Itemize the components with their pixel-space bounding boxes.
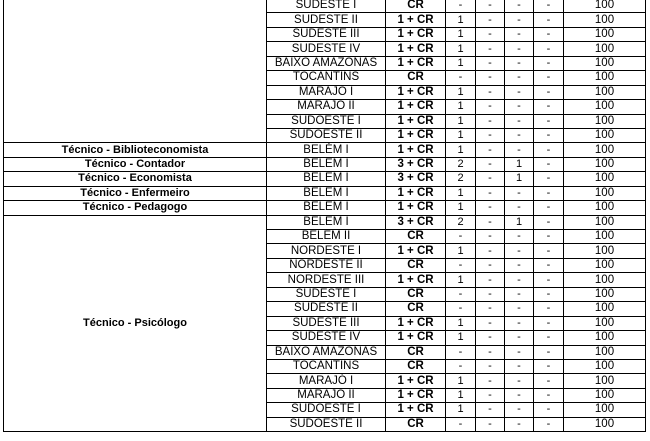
black-quota-cell: - [505, 287, 534, 301]
indigenous-quota-cell: - [534, 287, 564, 301]
vacancies-cell: 1 + CR [386, 316, 446, 330]
reserve-total-cell: 100 [564, 172, 646, 186]
location-cell: BELÉM II [267, 230, 386, 244]
general-quota-cell: 1 [446, 201, 476, 215]
location-cell: BELÉM I [267, 215, 386, 229]
position-name-cell: Técnico - Psicólogo [4, 215, 267, 432]
indigenous-quota-cell: - [534, 374, 564, 388]
vacancies-cell: CR [386, 0, 446, 13]
black-quota-cell: - [505, 56, 534, 70]
general-quota-cell: - [446, 71, 476, 85]
vacancies-cell: 1 + CR [386, 201, 446, 215]
vacancies-cell: 1 + CR [386, 128, 446, 142]
indigenous-quota-cell: - [534, 13, 564, 27]
reserve-total-cell: 100 [564, 114, 646, 128]
reserve-total-cell: 100 [564, 316, 646, 330]
disability-quota-cell: - [476, 287, 505, 301]
indigenous-quota-cell: - [534, 56, 564, 70]
black-quota-cell: - [505, 128, 534, 142]
disability-quota-cell: - [476, 186, 505, 200]
vacancies-cell: CR [386, 71, 446, 85]
black-quota-cell: - [505, 374, 534, 388]
vacancies-cell: 1 + CR [386, 143, 446, 157]
disability-quota-cell: - [476, 27, 505, 41]
disability-quota-cell: - [476, 388, 505, 402]
indigenous-quota-cell: - [534, 215, 564, 229]
location-cell: MARAJÓ II [267, 100, 386, 114]
disability-quota-cell: - [476, 417, 505, 431]
disability-quota-cell: - [476, 143, 505, 157]
disability-quota-cell: - [476, 345, 505, 359]
disability-quota-cell: - [476, 172, 505, 186]
indigenous-quota-cell: - [534, 388, 564, 402]
table-row [4, 201, 646, 215]
position-name-cell: Técnico - Contador [4, 157, 267, 171]
vacancies-cell: 1 + CR [386, 374, 446, 388]
table-row [4, 0, 646, 13]
black-quota-cell: - [505, 258, 534, 272]
indigenous-quota-cell: - [534, 71, 564, 85]
black-quota-cell: - [505, 114, 534, 128]
disability-quota-cell: - [476, 157, 505, 171]
general-quota-cell: 1 [446, 143, 476, 157]
location-cell: SUDOESTE II [267, 417, 386, 431]
disability-quota-cell: - [476, 85, 505, 99]
disability-quota-cell: - [476, 13, 505, 27]
general-quota-cell: 1 [446, 42, 476, 56]
indigenous-quota-cell: - [534, 157, 564, 171]
reserve-total-cell: 100 [564, 388, 646, 402]
reserve-total-cell: 100 [564, 71, 646, 85]
vacancies-cell: 1 + CR [386, 13, 446, 27]
indigenous-quota-cell: - [534, 417, 564, 431]
vacancies-cell: CR [386, 230, 446, 244]
black-quota-cell: - [505, 302, 534, 316]
indigenous-quota-cell: - [534, 100, 564, 114]
black-quota-cell: - [505, 71, 534, 85]
disability-quota-cell: - [476, 100, 505, 114]
vacancies-cell: 1 + CR [386, 100, 446, 114]
indigenous-quota-cell: - [534, 273, 564, 287]
general-quota-cell: - [446, 230, 476, 244]
black-quota-cell: - [505, 27, 534, 41]
general-quota-cell: - [446, 0, 476, 13]
general-quota-cell: 2 [446, 215, 476, 229]
location-cell: SUDOESTE I [267, 403, 386, 417]
black-quota-cell: - [505, 403, 534, 417]
reserve-total-cell: 100 [564, 258, 646, 272]
reserve-total-cell: 100 [564, 27, 646, 41]
indigenous-quota-cell: - [534, 345, 564, 359]
disability-quota-cell: - [476, 374, 505, 388]
general-quota-cell: 2 [446, 172, 476, 186]
location-cell: BELÉM I [267, 143, 386, 157]
disability-quota-cell: - [476, 331, 505, 345]
black-quota-cell: - [505, 143, 534, 157]
reserve-total-cell: 100 [564, 0, 646, 13]
black-quota-cell: 1 [505, 172, 534, 186]
location-cell: NORDESTE II [267, 258, 386, 272]
indigenous-quota-cell: - [534, 316, 564, 330]
disability-quota-cell: - [476, 201, 505, 215]
general-quota-cell: 1 [446, 128, 476, 142]
disability-quota-cell: - [476, 273, 505, 287]
indigenous-quota-cell: - [534, 0, 564, 13]
general-quota-cell: - [446, 258, 476, 272]
indigenous-quota-cell: - [534, 172, 564, 186]
location-cell: MARAJÓ I [267, 374, 386, 388]
table-row [4, 157, 646, 171]
vacancies-cell: 1 + CR [386, 56, 446, 70]
location-cell: SUDESTE III [267, 316, 386, 330]
reserve-total-cell: 100 [564, 13, 646, 27]
disability-quota-cell: - [476, 56, 505, 70]
reserve-total-cell: 100 [564, 128, 646, 142]
position-name-cell: Técnico - Economista [4, 172, 267, 186]
indigenous-quota-cell: - [534, 143, 564, 157]
location-cell: BELÉM I [267, 157, 386, 171]
vacancies-cell: 1 + CR [386, 85, 446, 99]
indigenous-quota-cell: - [534, 85, 564, 99]
table-row [4, 172, 646, 186]
indigenous-quota-cell: - [534, 186, 564, 200]
location-cell: NORDESTE I [267, 244, 386, 258]
indigenous-quota-cell: - [534, 230, 564, 244]
reserve-total-cell: 100 [564, 345, 646, 359]
vacancy-table-body [4, 0, 646, 432]
vacancies-cell: 1 + CR [386, 27, 446, 41]
reserve-total-cell: 100 [564, 100, 646, 114]
location-cell: TOCANTINS [267, 71, 386, 85]
reserve-total-cell: 100 [564, 273, 646, 287]
location-cell: MARAJÓ II [267, 388, 386, 402]
black-quota-cell: - [505, 316, 534, 330]
disability-quota-cell: - [476, 0, 505, 13]
general-quota-cell: - [446, 359, 476, 373]
position-name-cell: Técnico - Enfermeiro [4, 186, 267, 200]
vacancies-cell: CR [386, 287, 446, 301]
vacancies-cell: 3 + CR [386, 215, 446, 229]
disability-quota-cell: - [476, 258, 505, 272]
reserve-total-cell: 100 [564, 42, 646, 56]
reserve-total-cell: 100 [564, 417, 646, 431]
indigenous-quota-cell: - [534, 331, 564, 345]
location-cell: SUDESTE II [267, 302, 386, 316]
table-row [4, 215, 646, 229]
vacancies-cell: 1 + CR [386, 388, 446, 402]
black-quota-cell: - [505, 201, 534, 215]
location-cell: SUDESTE IV [267, 42, 386, 56]
location-cell: BELÉM I [267, 201, 386, 215]
black-quota-cell: - [505, 244, 534, 258]
indigenous-quota-cell: - [534, 201, 564, 215]
general-quota-cell: - [446, 302, 476, 316]
indigenous-quota-cell: - [534, 114, 564, 128]
disability-quota-cell: - [476, 71, 505, 85]
vacancies-cell: 1 + CR [386, 273, 446, 287]
disability-quota-cell: - [476, 316, 505, 330]
indigenous-quota-cell: - [534, 244, 564, 258]
position-name-cell: Técnico - Biblioteconomista [4, 143, 267, 157]
vacancies-cell: CR [386, 302, 446, 316]
general-quota-cell: 1 [446, 273, 476, 287]
disability-quota-cell: - [476, 42, 505, 56]
general-quota-cell: 1 [446, 186, 476, 200]
location-cell: SUDESTE II [267, 13, 386, 27]
vacancies-cell: CR [386, 417, 446, 431]
disability-quota-cell: - [476, 359, 505, 373]
vacancies-cell: CR [386, 258, 446, 272]
reserve-total-cell: 100 [564, 359, 646, 373]
vacancies-cell: 1 + CR [386, 331, 446, 345]
general-quota-cell: - [446, 345, 476, 359]
location-cell: MARAJÓ I [267, 85, 386, 99]
vacancies-cell: 1 + CR [386, 186, 446, 200]
indigenous-quota-cell: - [534, 27, 564, 41]
reserve-total-cell: 100 [564, 186, 646, 200]
disability-quota-cell: - [476, 244, 505, 258]
indigenous-quota-cell: - [534, 403, 564, 417]
reserve-total-cell: 100 [564, 331, 646, 345]
black-quota-cell: - [505, 85, 534, 99]
black-quota-cell: - [505, 13, 534, 27]
black-quota-cell: - [505, 100, 534, 114]
vacancy-table [3, 0, 646, 432]
black-quota-cell: - [505, 186, 534, 200]
location-cell: SUDOESTE I [267, 114, 386, 128]
table-row [4, 186, 646, 200]
reserve-total-cell: 100 [564, 56, 646, 70]
general-quota-cell: 1 [446, 27, 476, 41]
general-quota-cell: - [446, 417, 476, 431]
vacancies-cell: CR [386, 359, 446, 373]
general-quota-cell: 1 [446, 85, 476, 99]
location-cell: SUDESTE I [267, 287, 386, 301]
table-row [4, 143, 646, 157]
vacancies-cell: CR [386, 345, 446, 359]
reserve-total-cell: 100 [564, 403, 646, 417]
general-quota-cell: 1 [446, 100, 476, 114]
reserve-total-cell: 100 [564, 215, 646, 229]
indigenous-quota-cell: - [534, 258, 564, 272]
reserve-total-cell: 100 [564, 287, 646, 301]
black-quota-cell: - [505, 417, 534, 431]
general-quota-cell: - [446, 287, 476, 301]
general-quota-cell: 1 [446, 316, 476, 330]
vacancies-cell: 1 + CR [386, 42, 446, 56]
disability-quota-cell: - [476, 302, 505, 316]
vacancies-cell: 3 + CR [386, 157, 446, 171]
indigenous-quota-cell: - [534, 302, 564, 316]
black-quota-cell: - [505, 345, 534, 359]
location-cell: NORDESTE III [267, 273, 386, 287]
black-quota-cell: - [505, 331, 534, 345]
vacancies-cell: 1 + CR [386, 114, 446, 128]
black-quota-cell: - [505, 273, 534, 287]
vacancies-cell: 3 + CR [386, 172, 446, 186]
general-quota-cell: 1 [446, 403, 476, 417]
reserve-total-cell: 100 [564, 244, 646, 258]
black-quota-cell: 1 [505, 157, 534, 171]
vacancies-cell: 1 + CR [386, 244, 446, 258]
indigenous-quota-cell: - [534, 128, 564, 142]
disability-quota-cell: - [476, 128, 505, 142]
black-quota-cell: - [505, 388, 534, 402]
general-quota-cell: 1 [446, 388, 476, 402]
location-cell: BAIXO AMAZONAS [267, 56, 386, 70]
black-quota-cell: - [505, 230, 534, 244]
disability-quota-cell: - [476, 215, 505, 229]
general-quota-cell: 1 [446, 374, 476, 388]
reserve-total-cell: 100 [564, 143, 646, 157]
reserve-total-cell: 100 [564, 230, 646, 244]
black-quota-cell: - [505, 359, 534, 373]
disability-quota-cell: - [476, 403, 505, 417]
location-cell: BELÉM I [267, 172, 386, 186]
vacancy-table-page [3, 0, 647, 441]
position-name-cell [4, 0, 267, 143]
reserve-total-cell: 100 [564, 201, 646, 215]
disability-quota-cell: - [476, 230, 505, 244]
location-cell: BAIXO AMAZONAS [267, 345, 386, 359]
general-quota-cell: 2 [446, 157, 476, 171]
general-quota-cell: 1 [446, 331, 476, 345]
black-quota-cell: - [505, 42, 534, 56]
indigenous-quota-cell: - [534, 359, 564, 373]
reserve-total-cell: 100 [564, 302, 646, 316]
reserve-total-cell: 100 [564, 374, 646, 388]
reserve-total-cell: 100 [564, 85, 646, 99]
black-quota-cell: - [505, 0, 534, 13]
location-cell: TOCANTINS [267, 359, 386, 373]
location-cell: SUDOESTE II [267, 128, 386, 142]
location-cell: BELÉM I [267, 186, 386, 200]
location-cell: SUDESTE IV [267, 331, 386, 345]
disability-quota-cell: - [476, 114, 505, 128]
black-quota-cell: 1 [505, 215, 534, 229]
general-quota-cell: 1 [446, 244, 476, 258]
location-cell: SUDESTE III [267, 27, 386, 41]
general-quota-cell: 1 [446, 56, 476, 70]
general-quota-cell: 1 [446, 13, 476, 27]
indigenous-quota-cell: - [534, 42, 564, 56]
position-name-cell: Técnico - Pedagogo [4, 201, 267, 215]
general-quota-cell: 1 [446, 114, 476, 128]
reserve-total-cell: 100 [564, 157, 646, 171]
location-cell: SUDESTE I [267, 0, 386, 13]
vacancies-cell: 1 + CR [386, 403, 446, 417]
